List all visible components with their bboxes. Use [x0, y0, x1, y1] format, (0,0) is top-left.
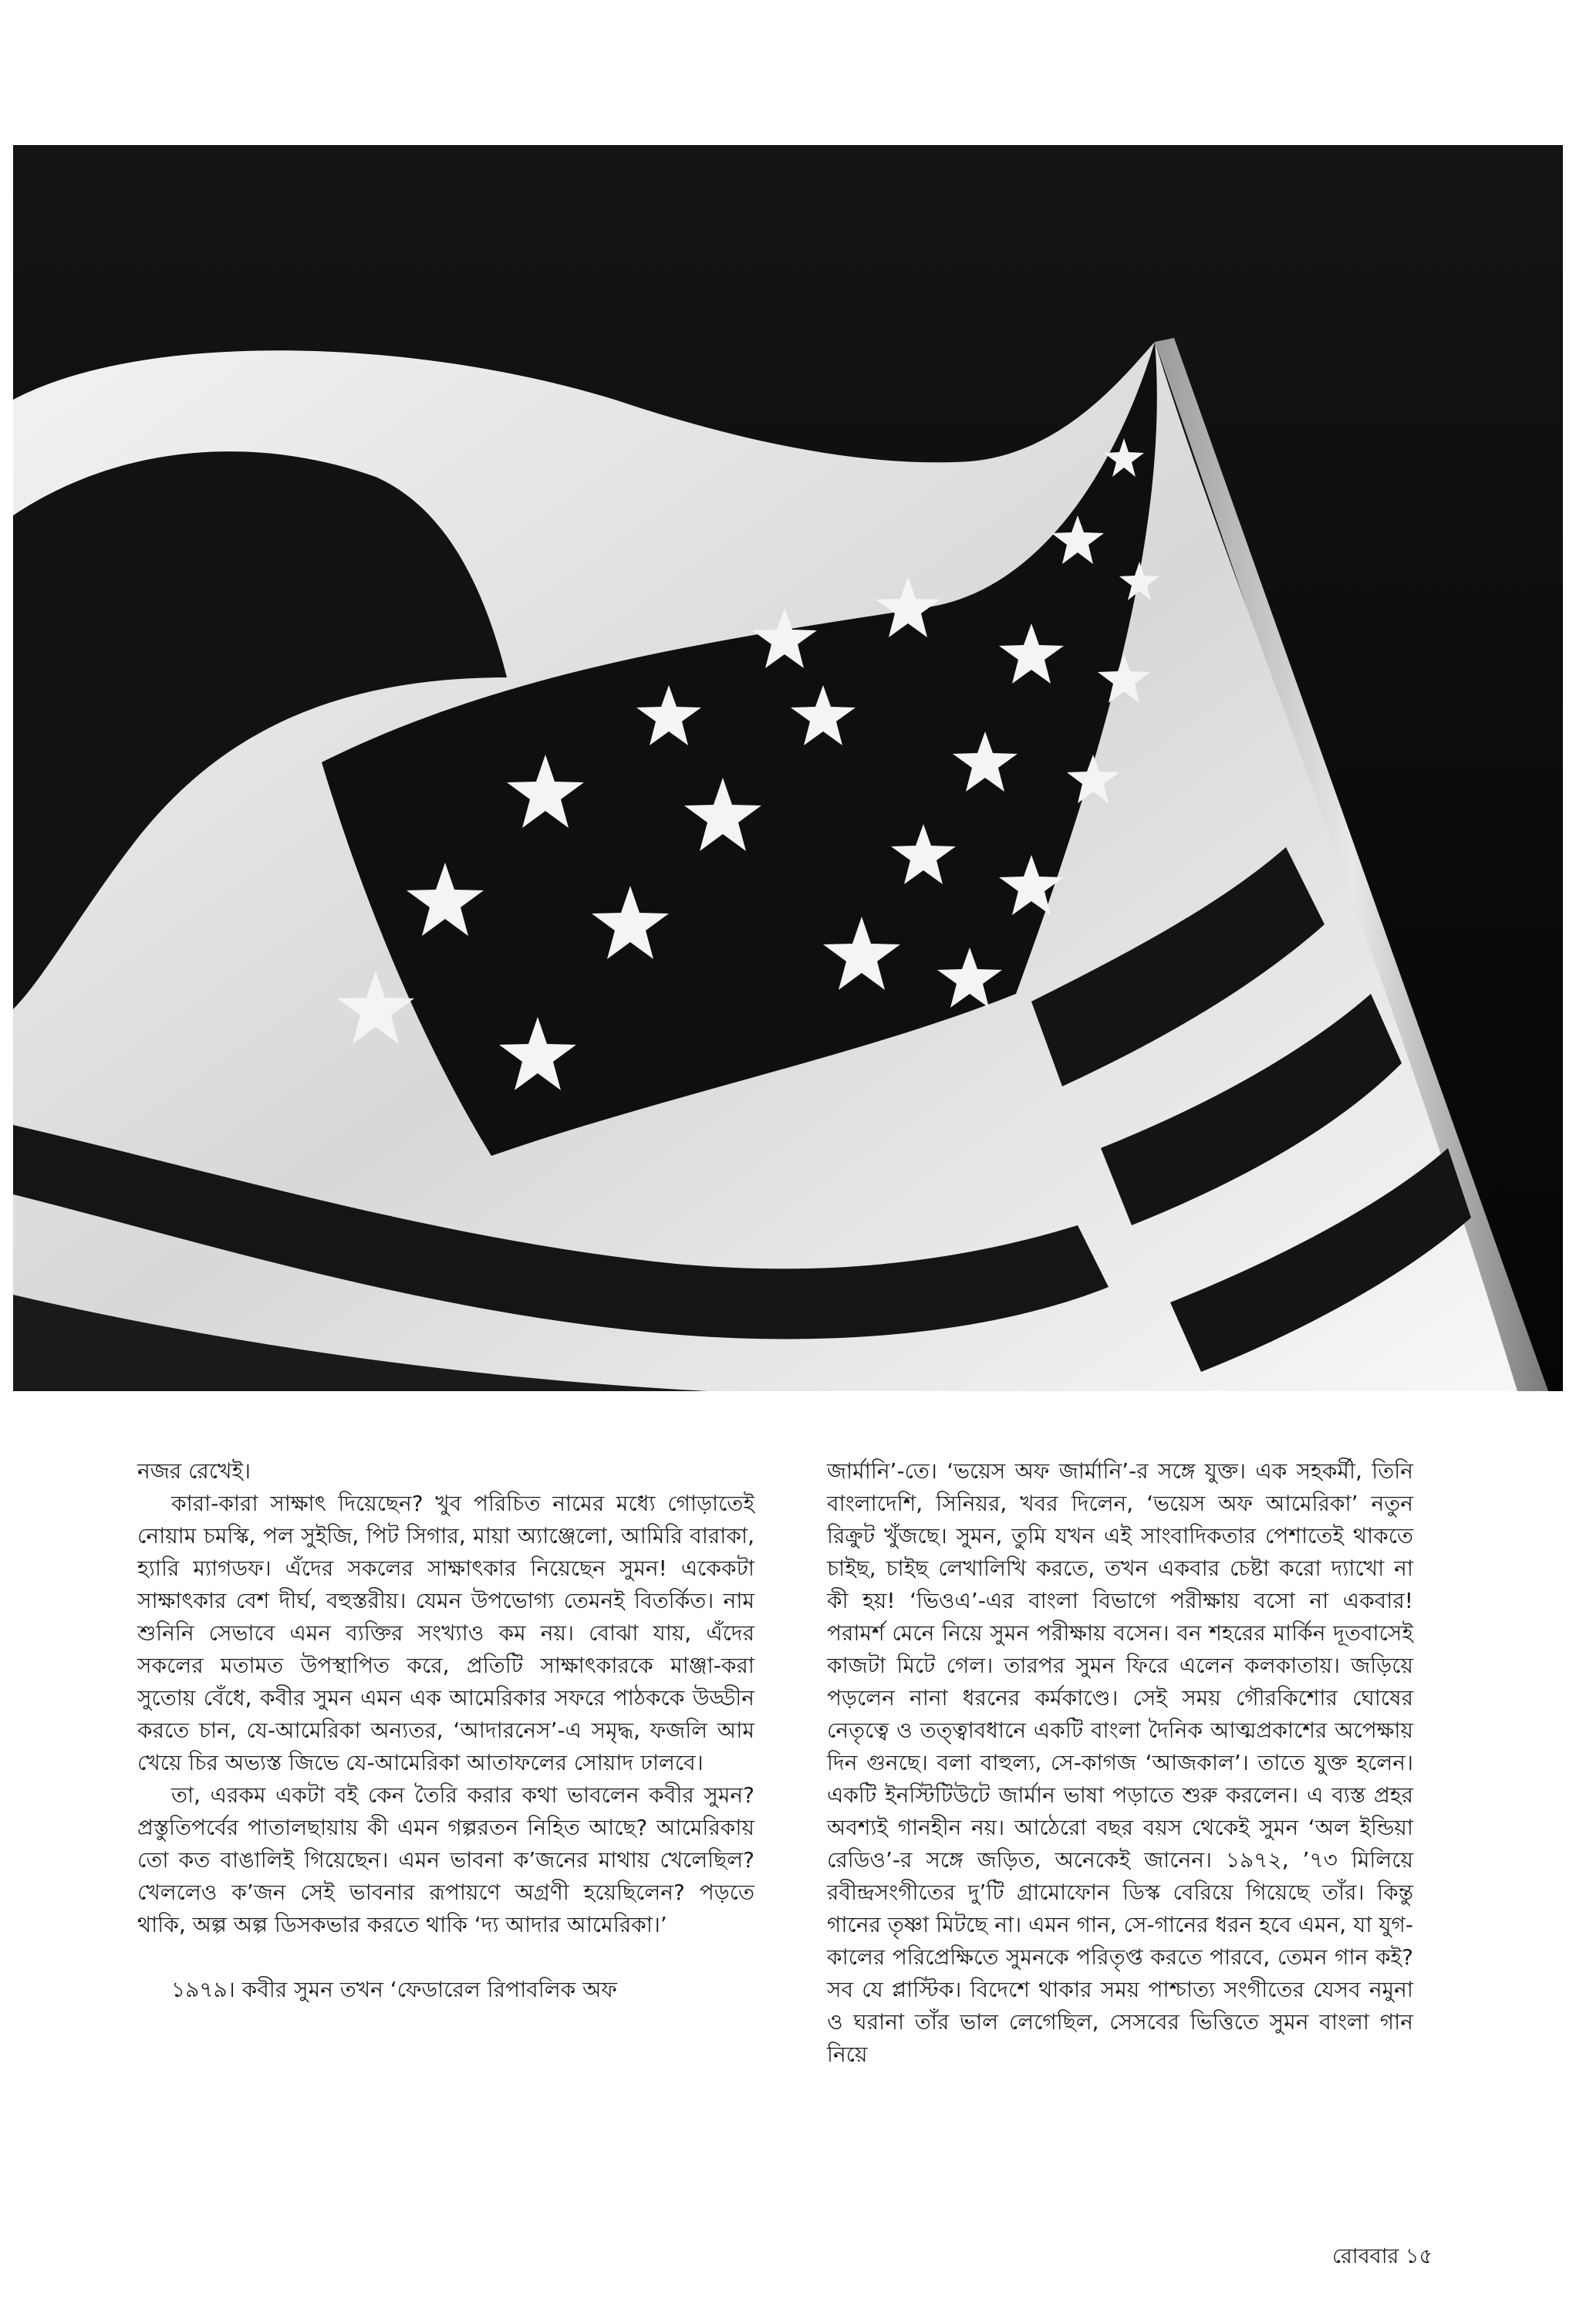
flag-photograph: [13, 145, 1563, 1391]
paragraph: তা, এরকম একটা বই কেন তৈরি করার কথা ভাবলেন কবীর সুমন? প্রস্তুতিপর্বের পাতালছায়ায় কী এমন গল্পরতন নিহিত আছে? আমেরিকায় তো কত বাঙালিই গিয়েছেন। এমন ভাবনা ক’জনের মাথায় খেলেছিল? খেললেও ক’জন সেই ভাবনার রূপায়ণে অগ্রণী হয়েছিলেন? পড়তে থাকি, অল্প অল্প ডিসকভার করতে থাকি ‘দ্য আদার আমেরিকা।’: [137, 1782, 754, 1937]
right-text-column: [827, 1455, 1413, 2071]
paragraph: কারা-কারা সাক্ষাৎ দিয়েছেন? খুব পরিচিত নামের মধ্যে গোড়াতেই নোয়াম চমস্কি, পল সুইজি, পিট সিগার, মায়া অ্যাঞ্জেলো, আমিরি বারাকা, হ্যারি ম্যাগডফ। এঁদের সকলের সাক্ষাৎকার নিয়েছেন সুমন! একেকটা সাক্ষাৎকার বেশ দীর্ঘ, বহুস্তরীয়। যেমন উপভোগ্য তেমনই বিতর্কিত। নাম শুনিনি সেভাবে এমন ব্যক্তির সংখ্যাও কম নয়। বোঝা যায়, এঁদের সকলের মতামত উপস্থাপিত করে, প্রতিটি সাক্ষাৎকারকে মাঞ্জা-করা সুতোয় বেঁধে, কবীর সুমন এমন এক আমেরিকার সফরে পাঠককে উড্ডীন করতে চান, যে-আমেরিকা অন্যতর, ‘আদারনেস’-এ সমৃদ্ধ, ফজলি আম খেয়ে চির অভ্যস্ত জিভে যে-আমেরিকা আতাফলের সোয়াদ ঢালবে।: [137, 1491, 754, 1775]
flag-image: [13, 145, 1563, 1391]
paragraph: ১৯৭৯। কবীর সুমন তখন ‘ফেডারেল রিপাবলিক অফ: [171, 1977, 617, 2002]
paragraph: নজর রেখেই।: [137, 1458, 251, 1484]
left-text-column: [137, 1455, 754, 2006]
paragraph: জার্মানি’-তে। ‘ভয়েস অফ জার্মানি’-র সঙ্গে যুক্ত। এক সহকর্মী, তিনি বাংলাদেশি, সিনিয়র, খবর দিলেন, ‘ভয়েস অফ আমেরিকা’ নতুন রিক্রুট খুঁজছে। সুমন, তুমি যখন এই সাংবাদিকতার পেশাতেই থাকতে চাইছ, চাইছ লেখালিখি করতে, তখন একবার চেষ্টা করো দ্যাখো না কী হয়! ‘ভিওএ’-এর বাংলা বিভাগে পরীক্ষায় বসো না একবার! পরামর্শ মেনে নিয়ে সুমন পরীক্ষায় বসেন। বন শহরের মার্কিন দূতবাসেই কাজটা মিটে গেল। তারপর সুমন ফিরে এলেন কলকাতায়। জড়িয়ে পড়লেন নানা ধরনের কর্মকাণ্ডে। সেই সময় গৌরকিশোর ঘোষের নেতৃত্বে ও তত্ত্বাবধানে একটি বাংলা দৈনিক আত্মপ্রকাশের অপেক্ষায় দিন গুনছে। বলা বাহুল্য, সে-কাগজ ‘আজকাল’। তাতে যুক্ত হলেন। একটি ইনস্টিটিউটে জার্মান ভাষা পড়াতে শুরু করলেন। এ ব্যস্ত প্রহর অবশ্যই গানহীন নয়। আঠেরো বছর বয়স থেকেই সুমন ‘অল ইন্ডিয়া রেডিও’-র সঙ্গে জড়িত, অনেকেই জানেন। ১৯৭২, ’৭৩ মিলিয়ে রবীন্দ্রসংগীতের দু’টি গ্রামোফোন ডিস্ক বেরিয়ে গিয়েছে তাঁর। কিন্তু গানের তৃষ্ণা মিটছে না। এমন গান, সে-গানের ধরন হবে এমন, যা যুগ-কালের পরিপ্রেক্ষিতে সুমনকে পরিতৃপ্ত করতে পারবে, তেমন গান কই? সব যে প্লাস্টিক। বিদেশে থাকার সময় পাশ্চাত্য সংগীতের যেসব নমুনা ও ঘরানা তাঁর ভাল লেগেছিল, সেসবের ভিত্তিতে সুমন বাংলা গান নিয়ে: [827, 1458, 1413, 2067]
page-footer: রোববার ১৫: [1332, 2245, 1433, 2268]
